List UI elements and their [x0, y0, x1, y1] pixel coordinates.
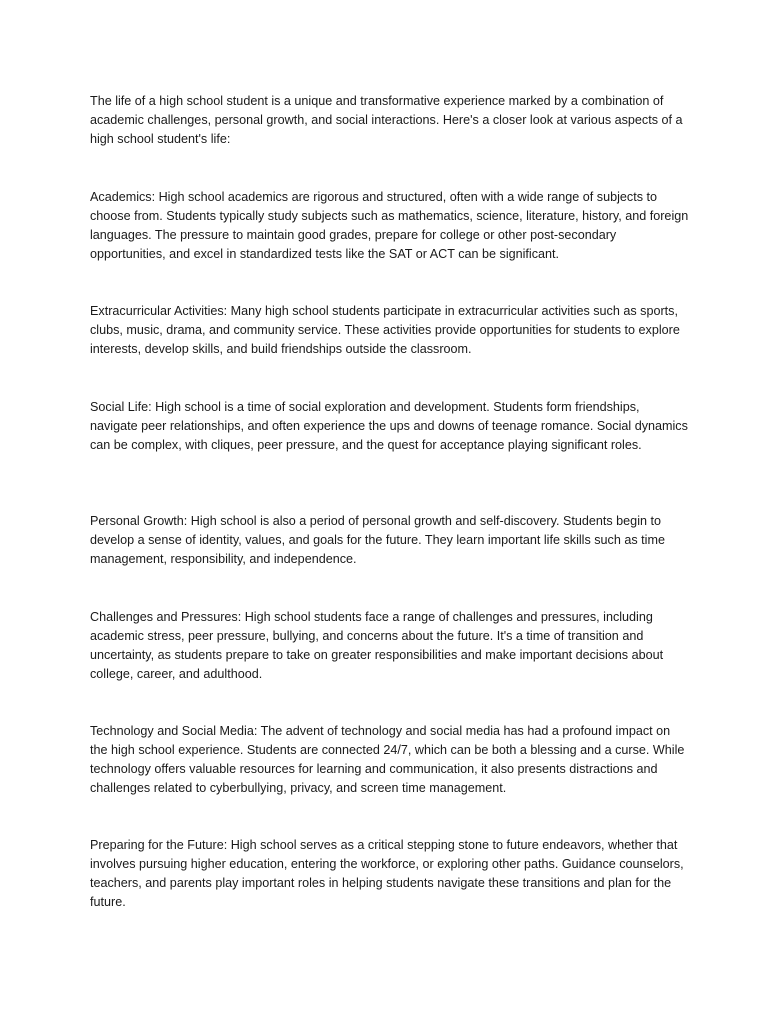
personal-growth-paragraph: Personal Growth: High school is also a period of personal growth and self-discovery. Students begin to develop a sense of identity, values, and goals for the future. They learn important life skills such as time management, responsibility, and independence.: [90, 514, 665, 566]
technology-paragraph: Technology and Social Media: The advent of technology and social media has had a profound impact on the high school experience. Students are connected 24/7, which can be both a blessing and a curse. While technology offers valuable resources for learning and communication, it also presents distractions and challenges related to cyberbullying, privacy, and screen time management.: [90, 724, 685, 795]
challenges-paragraph: Challenges and Pressures: High school students face a range of challenges and pressures, including academic stress, peer pressure, bullying, and concerns about the future. It's a time of transition and uncertainty, as students prepare to take on greater responsibilities and make important decisions about college, career, and adulthood.: [90, 610, 664, 681]
future-paragraph: Preparing for the Future: High school serves as a critical stepping stone to future endeavors, whether that involves pursuing higher education, entering the workforce, or exploring other paths. Guidance counselors, teachers, and parents play important roles in helping students navigate these transitions and plan for the future.: [90, 838, 684, 909]
intro-paragraph: The life of a high school student is a unique and transformative experience marked by a combination of academic challenges, personal growth, and social interactions. Here's a closer look at various aspects of a high school student's life:: [90, 94, 683, 146]
academics-paragraph: Academics: High school academics are rigorous and structured, often with a wide range of subjects to choose from. Students typically study subjects such as mathematics, science, literature, history, and foreign languages. The pressure to maintain good grades, prepare for college or other post-secondary opportunities, and excel in standardized tests like the SAT or ACT can be significant.: [90, 190, 689, 261]
extracurricular-paragraph: Extracurricular Activities: Many high school students participate in extracurricular activities such as sports, clubs, music, drama, and community service. These activities provide opportunities for students to explore interests, develop skills, and build friendships outside the classroom.: [90, 304, 680, 356]
social-life-paragraph: Social Life: High school is a time of social exploration and development. Students form friendships, navigate peer relationships, and often experience the ups and downs of teenage romance. Social dynamics can be complex, with cliques, peer pressure, and the quest for acceptance playing significant roles.: [90, 400, 688, 452]
